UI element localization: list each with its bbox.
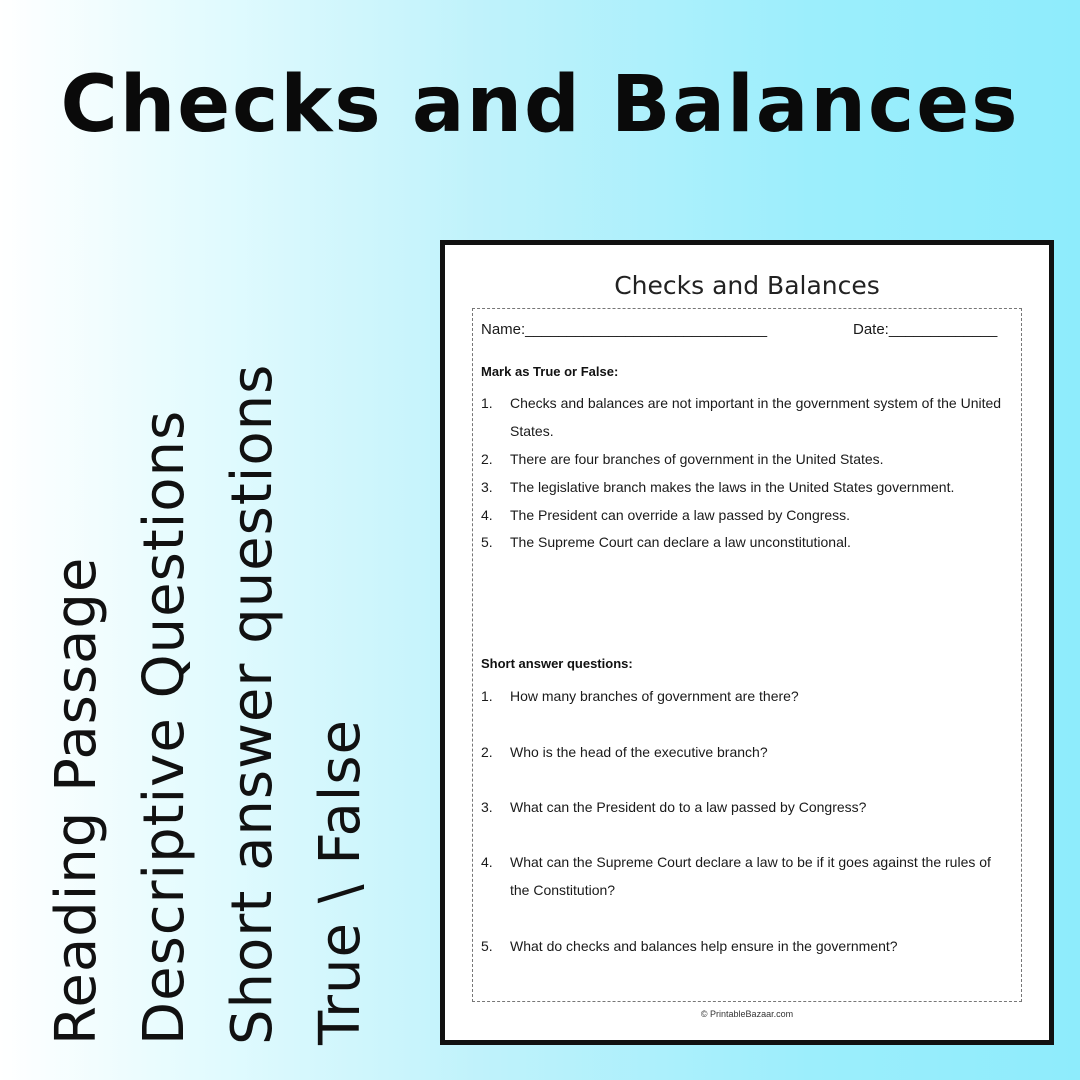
- worksheet-title: Checks and Balances: [614, 271, 880, 300]
- item-number: 4.: [481, 854, 493, 870]
- page-title: Checks and Balances: [60, 60, 1020, 150]
- item-number: 1.: [481, 688, 493, 704]
- side-label-descriptive-questions: Descriptive Questions: [132, 409, 197, 1045]
- worksheet-body: [472, 308, 1022, 1002]
- short-answer-heading: Short answer questions:: [481, 656, 633, 671]
- item-text: There are four branches of government in the United States.: [510, 451, 884, 467]
- item-text: How many branches of government are there?: [510, 688, 799, 704]
- item-number: 3.: [481, 799, 493, 815]
- copyright-notice: © PrintableBazaar.com: [700, 1009, 794, 1019]
- date-field-label: Date:_____________: [853, 321, 998, 338]
- item-number: 3.: [481, 479, 493, 495]
- side-label-true-false: True \ False: [308, 719, 373, 1045]
- item-number: 1.: [481, 395, 493, 411]
- true-false-item: [481, 473, 1011, 501]
- item-text: Who is the head of the executive branch?: [510, 744, 768, 760]
- item-number: 2.: [481, 744, 493, 760]
- short-answer-item: [481, 682, 1011, 710]
- name-field-label: Name:_____________________________: [481, 321, 768, 338]
- item-text: What can the President do to a law passed by Congress?: [510, 799, 867, 815]
- item-number: 5.: [481, 938, 493, 954]
- item-text: What do checks and balances help ensure in the government?: [510, 938, 898, 954]
- short-answer-item: [481, 932, 1011, 960]
- item-text: The legislative branch makes the laws in the United States government.: [510, 479, 955, 495]
- true-false-item: [481, 389, 1011, 445]
- true-false-item: [481, 501, 1011, 529]
- side-label-reading-passage: Reading Passage: [44, 556, 109, 1045]
- item-text: What can the Supreme Court declare a law to be if it goes against the rules of the Constitution?: [510, 854, 991, 898]
- item-number: 2.: [481, 451, 493, 467]
- true-false-item: [481, 528, 1011, 556]
- item-number: 4.: [481, 507, 493, 523]
- item-text: Checks and balances are not important in the government system of the United States.: [510, 395, 1002, 439]
- true-false-item: [481, 445, 1011, 473]
- item-text: The President can override a law passed by Congress.: [510, 507, 851, 523]
- true-false-heading: Mark as True or False:: [481, 364, 619, 379]
- short-answer-item: [481, 848, 1011, 904]
- item-number: 5.: [481, 534, 493, 550]
- worksheet-preview: [440, 240, 1054, 1045]
- item-text: The Supreme Court can declare a law unconstitutional.: [510, 534, 851, 550]
- side-label-short-answer-questions: Short answer questions: [220, 363, 285, 1045]
- short-answer-item: [481, 738, 1011, 766]
- short-answer-item: [481, 793, 1011, 821]
